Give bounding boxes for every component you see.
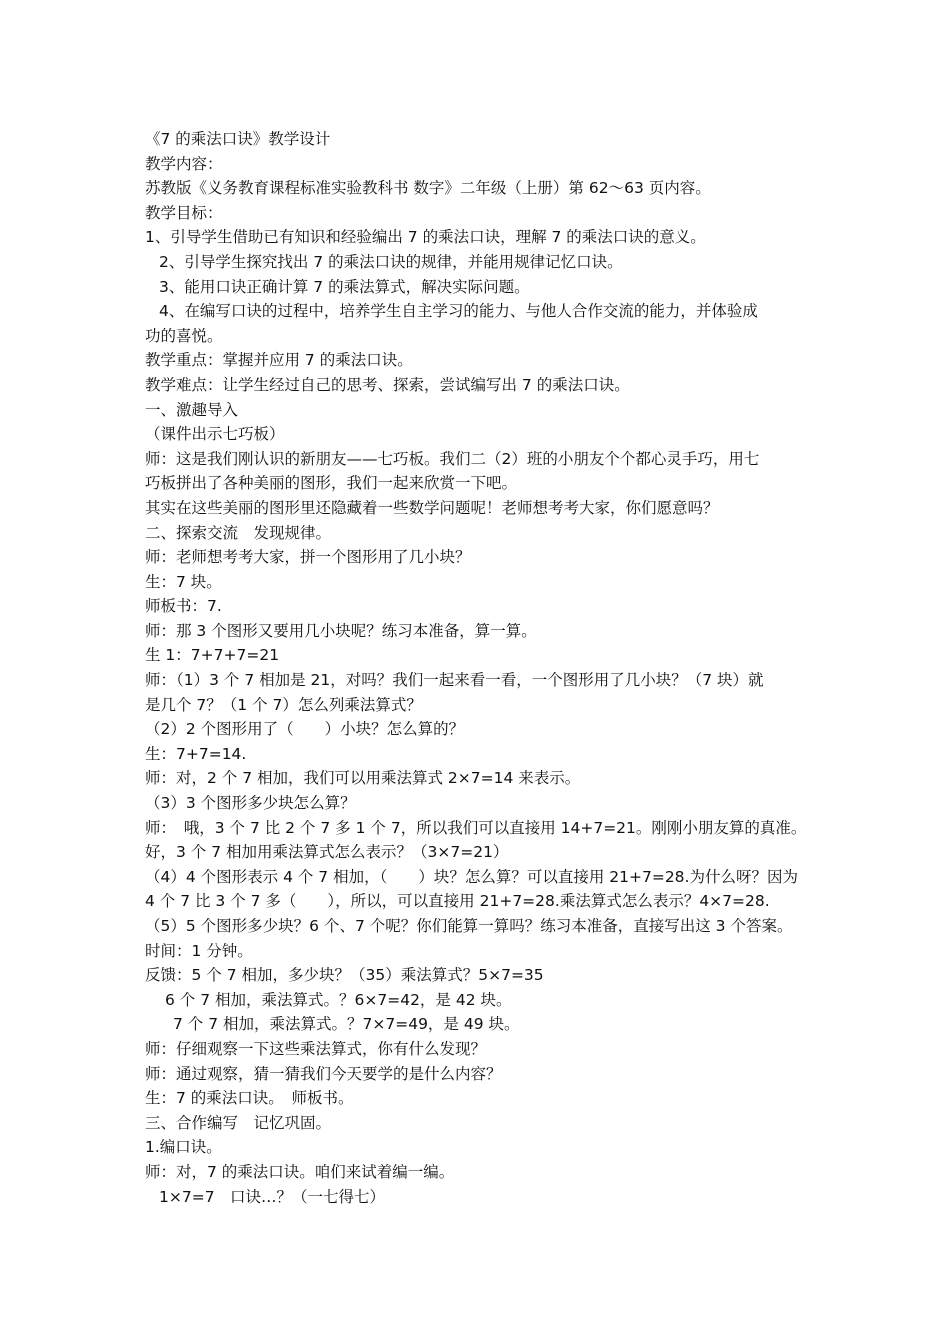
key-point: 教学重点：掌握并应用 7 的乘法口诀。 bbox=[145, 351, 413, 370]
document-body bbox=[145, 127, 825, 1209]
goal-item-4: 4、在编写口诀的过程中，培养学生自主学习的能力、与他人合作交流的能力，并体验成 bbox=[159, 302, 758, 321]
paragraph-line: 师：这是我们刚认识的新朋友——七巧板。我们二（2）班的小朋友个个都心灵手巧，用七 bbox=[145, 449, 760, 468]
section-heading-explore: 二、探索交流 发现规律。 bbox=[145, 523, 332, 542]
paragraph-line: 是几个 7？（1 个 7）怎么列乘法算式？ bbox=[145, 695, 422, 714]
paragraph-line: （5）5 个图形多少块？6 个、7 个呢？你们能算一算吗？练习本准备，直接写出这 3 个答案。 bbox=[145, 917, 793, 935]
paragraph-line: 时间：1 分钟。 bbox=[145, 941, 253, 960]
goal-item-2: 2、引导学生探究找出 7 的乘法口诀的规律，并能用规律记忆口诀。 bbox=[159, 252, 623, 271]
paragraph-line: 7 个 7 相加，乘法算式。？7×7=49，是 49 块。 bbox=[173, 1015, 520, 1034]
paragraph-line: 功的喜悦。 bbox=[145, 326, 223, 345]
paragraph-line: 好，3 个 7 相加用乘法算式怎么表示？（3×7=21） bbox=[145, 843, 509, 862]
paragraph-line: 师：那 3 个图形又要用几小块呢？练习本准备，算一算。 bbox=[145, 621, 537, 640]
paragraph-line: 生：7 的乘法口诀。 师板书。 bbox=[145, 1089, 354, 1108]
paragraph-line: 巧板拼出了各种美丽的图形，我们一起来欣赏一下吧。 bbox=[145, 474, 518, 493]
paragraph-line: 师板书：7. bbox=[145, 597, 222, 616]
paragraph-line: 其实在这些美丽的图形里还隐藏着一些数学问题呢！老师想考考大家，你们愿意吗？ bbox=[145, 498, 719, 517]
section-heading-compose: 三、合作编写 记忆巩固。 bbox=[145, 1113, 332, 1132]
paragraph-line: （3）3 个图形多少块怎么算？ bbox=[145, 794, 356, 813]
document-title: 《7 的乘法口诀》教学设计 bbox=[145, 130, 331, 148]
goal-item-1: 1、引导学生借助已有知识和经验编出 7 的乘法口诀，理解 7 的乘法口诀的意义。 bbox=[145, 228, 706, 247]
goal-item-3: 3、能用口诀正确计算 7 的乘法算式，解决实际问题。 bbox=[159, 277, 530, 296]
difficult-point: 教学难点：让学生经过自己的思考、探索，尝试编写出 7 的乘法口诀。 bbox=[145, 375, 630, 394]
section-heading-intro: 一、激趣导入 bbox=[145, 400, 239, 419]
paragraph-line: （课件出示七巧板） bbox=[145, 425, 285, 444]
paragraph-line: 师：通过观察，猜一猜我们今天要学的是什么内容？ bbox=[145, 1064, 502, 1083]
paragraph-line: 1×7=7 口诀…？（一七得七） bbox=[159, 1187, 386, 1206]
paragraph-line: 师：仔细观察一下这些乘法算式，你有什么发现？ bbox=[145, 1039, 487, 1058]
paragraph-line: 生 1：7+7+7=21 bbox=[145, 646, 280, 665]
paragraph-line: 师：老师想考考大家，拼一个图形用了几小块？ bbox=[145, 548, 471, 567]
paragraph-line: 师： 哦，3 个 7 比 2 个 7 多 1 个 7，所以我们可以直接用 14+7=21。刚刚小朋友算的真准。 bbox=[145, 818, 807, 837]
paragraph-line: （2）2 个图形用了（ ）小块？怎么算的？ bbox=[145, 720, 465, 739]
paragraph-line: 6 个 7 相加，乘法算式。？6×7=42，是 42 块。 bbox=[165, 990, 512, 1009]
paragraph-line: 生：7+7=14. bbox=[145, 744, 247, 763]
paragraph-line: 1.编口诀。 bbox=[145, 1138, 222, 1157]
paragraph-line: 师：对，2 个 7 相加，我们可以用乘法算式 2×7=14 来表示。 bbox=[145, 769, 581, 788]
paragraph-line: 师：（1）3 个 7 相加是 21，对吗？我们一起来看一看，一个图形用了几小块？（7 块）就 bbox=[145, 671, 764, 690]
paragraph-line: 师：对，7 的乘法口诀。咱们来试着编一编。 bbox=[145, 1162, 455, 1181]
paragraph-line: 苏教版《义务教育课程标准实验教科书 数字》二年级（上册）第 62～63 页内容。 bbox=[145, 179, 711, 198]
section-heading-goals: 教学目标： bbox=[145, 203, 223, 222]
paragraph-line: 4 个 7 比 3 个 7 多（ ），所以，可以直接用 21+7=28.乘法算式怎么表示？4×7=28. bbox=[145, 892, 770, 911]
paragraph-line: （4）4 个图形表示 4 个 7 相加，（ ）块？怎么算？可以直接用 21+7=28.为什么呀？因为 bbox=[145, 867, 798, 886]
section-heading-content: 教学内容： bbox=[145, 154, 223, 173]
paragraph-line: 生：7 块。 bbox=[145, 572, 222, 591]
paragraph-line: 反馈：5 个 7 相加，多少块？（35）乘法算式？5×7=35 bbox=[145, 966, 544, 985]
